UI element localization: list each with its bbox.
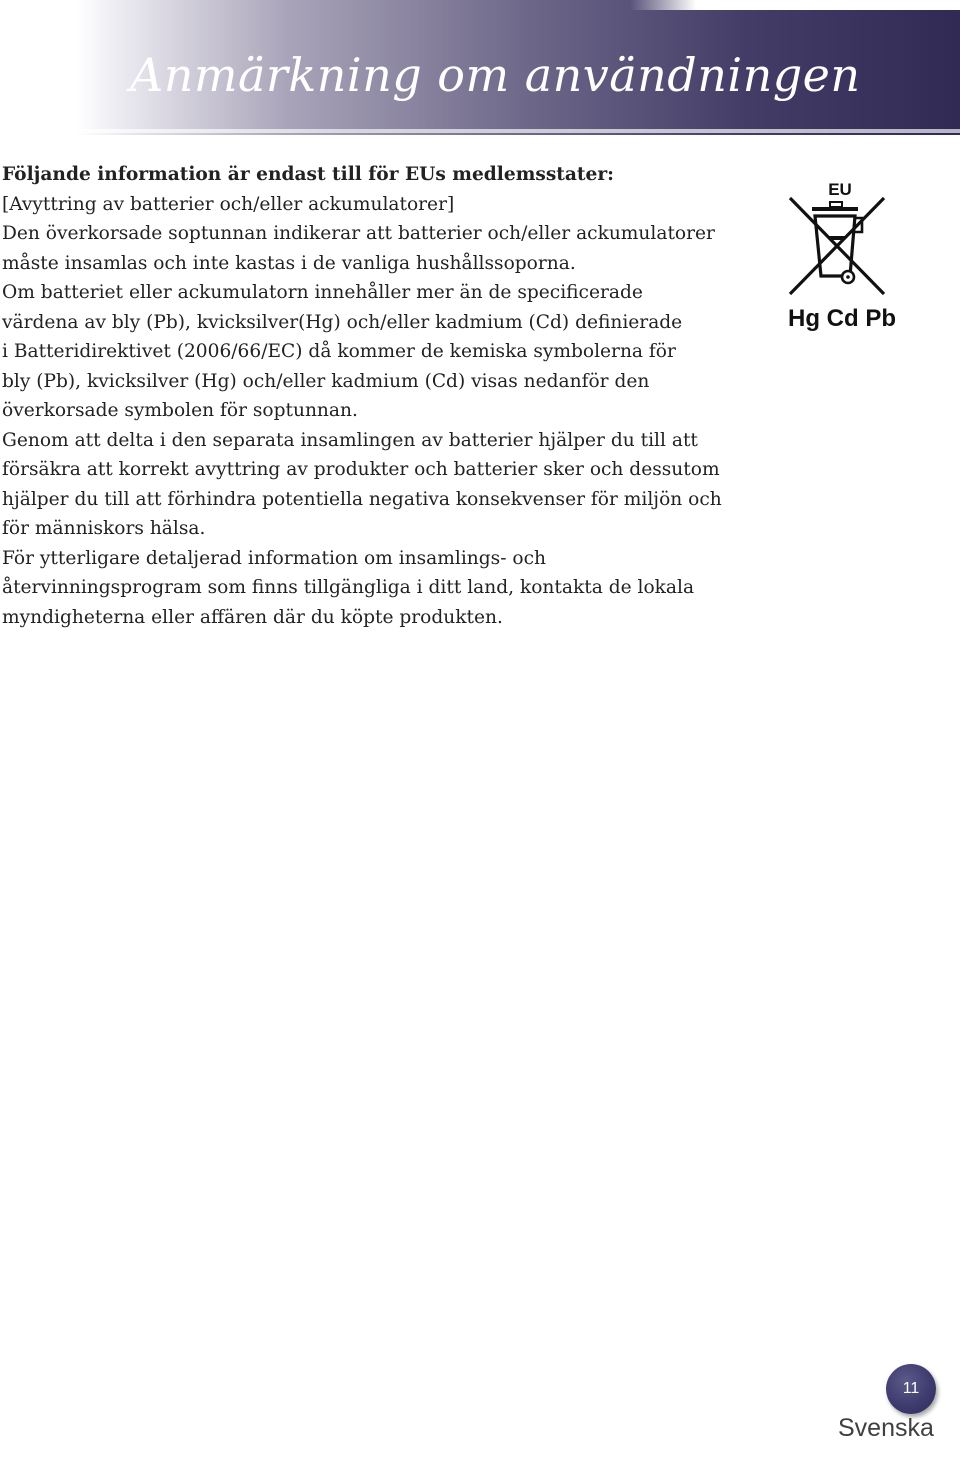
page-number-badge: 11 bbox=[886, 1364, 936, 1414]
header-banner bbox=[0, 0, 960, 135]
section-heading: Följande information är endast till för EUs medlemsstater: bbox=[2, 164, 615, 185]
page-language-label: Svenska bbox=[838, 1414, 934, 1442]
chemical-symbols-label: Hg Cd Pb bbox=[788, 305, 896, 332]
page-title: Anmärkning om användningen bbox=[130, 48, 861, 102]
eu-label: EU bbox=[828, 180, 852, 199]
paragraph-separate-collection: Genom att delta i den separata insamlingen av batterier hjälper du till att försäkra att korrekt avyttring av produkter och batterier sker och dessutom hjälper du till att förhindra potentiella negativa konsekvenser för miljön och för människors hälsa. bbox=[2, 429, 722, 539]
header-top-strip bbox=[630, 0, 960, 10]
eu-battery-symbol bbox=[782, 178, 902, 338]
paragraph-bin-meaning: Den överkorsade soptunnan indikerar att batterier och/eller ackumulatorer måste insamlas och inte kastas i de vanliga hushållssoporna. bbox=[2, 223, 715, 274]
main-content bbox=[2, 160, 762, 632]
paragraph-further-information: För ytterligare detaljerad information om insamlings- och återvinningsprogram som finns tillgängliga i ditt land, kontakta de lokala myndigheterna eller affären där du köpte produkten. bbox=[2, 547, 695, 628]
paragraph-disposal-title: [Avyttring av batterier och/eller ackumulatorer] bbox=[2, 193, 455, 215]
paragraph-chemical-limits: Om batteriet eller ackumulatorn innehåller mer än de specificerade värdena av bly (Pb), kvicksilver(Hg) och/eller kadmium (Cd) definierade i Batteridirektivet (2006/66/EC) då kommer de kemiska symbolerna för bly (Pb), kvicksilver (Hg) och/eller kadmium (Cd) visas nedanför den överkorsade symbolen för soptunnan. bbox=[2, 282, 683, 421]
header-divider bbox=[80, 129, 960, 133]
crossed-out-wheelie-bin-icon bbox=[788, 196, 888, 296]
